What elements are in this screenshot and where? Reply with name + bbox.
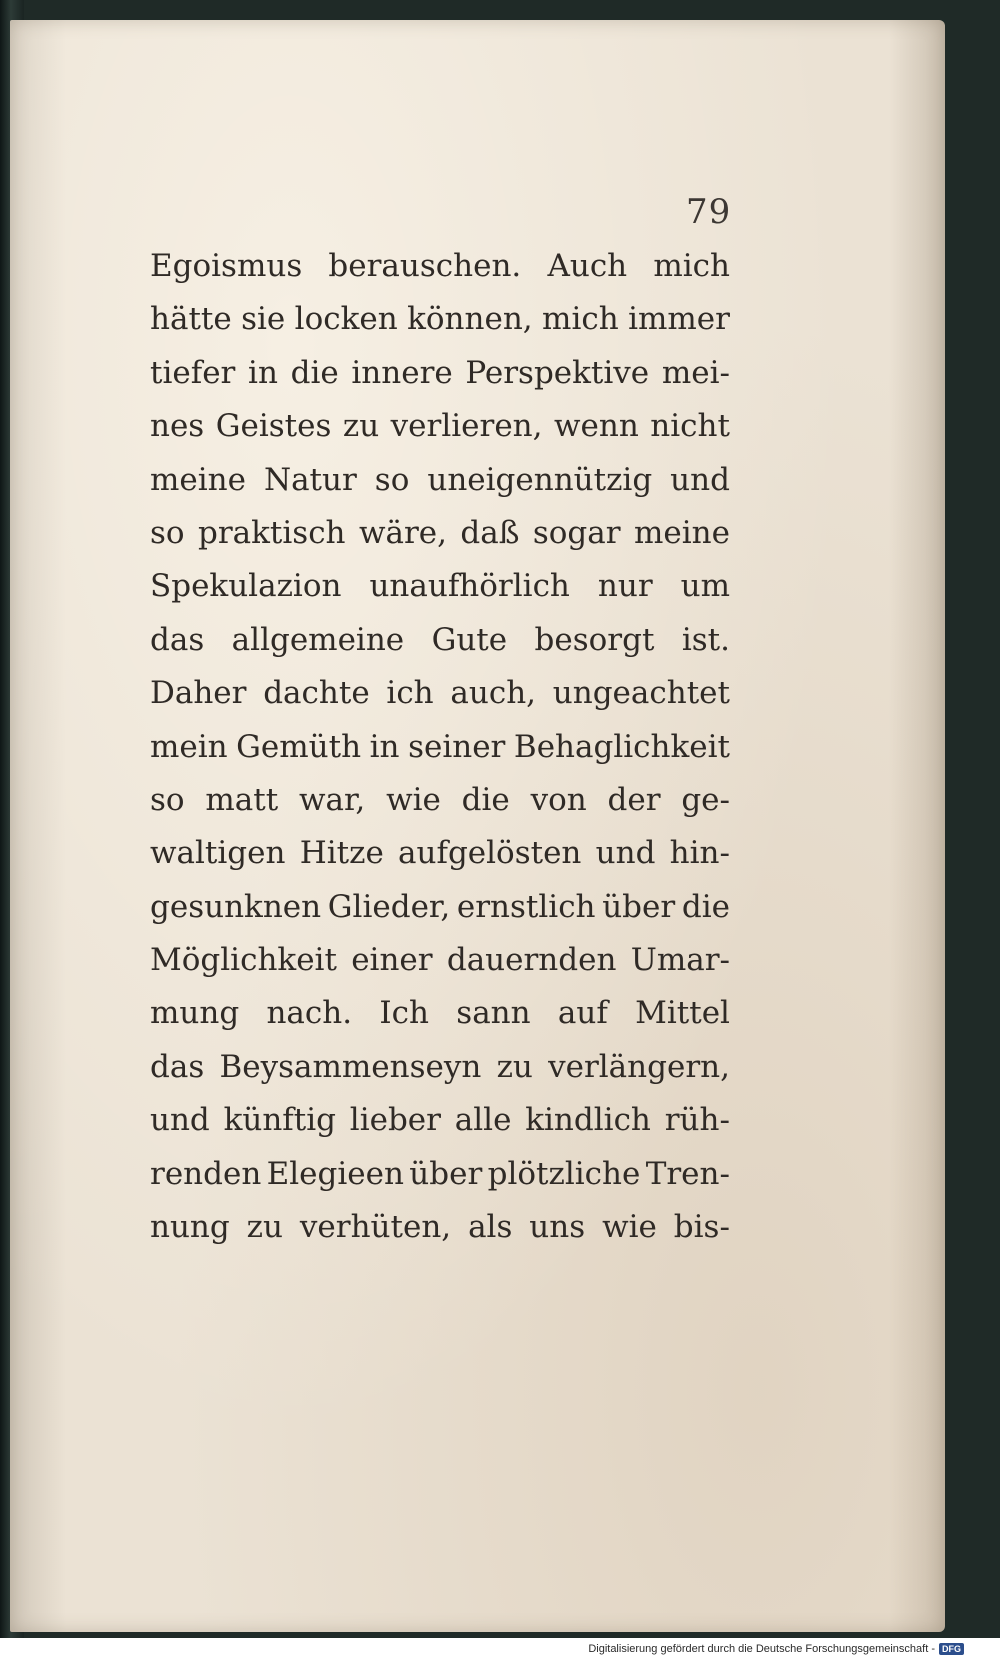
word: meine [150, 461, 246, 498]
word: allgemeine [231, 621, 405, 658]
word: sann [456, 995, 531, 1032]
word: zu [496, 1048, 533, 1085]
word: dachte [263, 675, 370, 712]
dfg-logo-icon: DFG [939, 1643, 964, 1655]
word: hätte [150, 301, 232, 338]
word: tiefer [150, 354, 236, 391]
word: locken [294, 301, 398, 338]
text-line [150, 782, 730, 835]
word: ich [386, 675, 434, 712]
word: und [150, 1102, 210, 1139]
word: in [369, 728, 400, 765]
word: Auch [547, 248, 628, 284]
word: seiner [408, 728, 506, 765]
word: können, [407, 301, 533, 338]
word: Möglichkeit [150, 942, 337, 979]
text-line [150, 622, 730, 675]
body-text [150, 248, 730, 1262]
word: nung [150, 1209, 230, 1246]
footer-credit [588, 1638, 964, 1659]
text-line [150, 408, 730, 461]
text-line [150, 1049, 730, 1102]
word: alle [454, 1102, 512, 1139]
word: verlieren, [390, 408, 543, 445]
word: praktisch [197, 514, 346, 551]
text-line [150, 675, 730, 728]
book-page [10, 20, 945, 1632]
word: Ich [379, 995, 429, 1032]
word: von [530, 781, 587, 818]
word: und [595, 835, 656, 872]
text-line [150, 995, 730, 1048]
word: plötzliche [487, 1155, 641, 1192]
word: die [461, 781, 510, 818]
word: matt [205, 781, 279, 818]
word: nes [150, 408, 205, 445]
word: bis- [673, 1209, 730, 1246]
word: Tren- [645, 1155, 730, 1192]
word: als [468, 1209, 513, 1246]
word: das [150, 621, 205, 658]
text-line [150, 1102, 730, 1155]
word: auf [557, 995, 608, 1032]
word: so [150, 781, 185, 818]
word: ungeachtet [552, 675, 730, 712]
word: ge- [681, 781, 730, 818]
word: daß [460, 514, 520, 551]
word: meine [633, 514, 730, 551]
word: nach. [266, 995, 353, 1032]
word: so [150, 514, 185, 551]
word: Geistes [215, 408, 332, 445]
word: mei- [661, 354, 730, 391]
word: so [374, 461, 410, 498]
word: auch, [450, 675, 537, 712]
word: lieber [349, 1102, 441, 1139]
word: innere [351, 354, 453, 391]
text-line [150, 1156, 730, 1209]
text-line [150, 568, 730, 621]
word: berauschen. [328, 248, 522, 284]
word: die [681, 888, 730, 925]
word: Gute [431, 621, 508, 658]
word: mich [542, 301, 619, 338]
word: künftig [223, 1102, 336, 1139]
word: uns [529, 1209, 586, 1246]
text-line [150, 835, 730, 888]
word: der [607, 781, 661, 818]
word: Egoismus [150, 248, 303, 284]
word: um [680, 568, 730, 605]
word: unaufhörlich [369, 568, 570, 605]
text-line [150, 355, 730, 408]
word: ist. [681, 621, 730, 658]
text-line [150, 301, 730, 354]
word: Spekulazion [150, 568, 342, 605]
word: sie [241, 301, 286, 338]
word: war, [298, 781, 366, 818]
word: mung [150, 995, 240, 1032]
text-line [150, 248, 730, 301]
footer-credit-text: Digitalisierung gefördert durch die Deutsche Forschungsgemeinschaft - [588, 1642, 935, 1655]
word: wie [386, 781, 441, 818]
word: nur [597, 568, 653, 605]
word: Gemüth [236, 728, 362, 765]
text-line [150, 942, 730, 995]
word: wie [602, 1209, 657, 1246]
word: Elegieen [266, 1155, 404, 1192]
word: Glieder, [327, 888, 451, 925]
text-line [150, 729, 730, 782]
word: waltigen [150, 835, 286, 872]
text-line [150, 462, 730, 515]
word: Hitze [299, 835, 384, 872]
word: mein [150, 728, 228, 765]
word: Daher [150, 675, 247, 712]
word: zu [246, 1209, 283, 1246]
word: wenn [553, 408, 639, 445]
word: die [290, 354, 339, 391]
word: und [670, 461, 730, 498]
word: mich [653, 248, 730, 284]
word: verlängern, [548, 1048, 730, 1085]
word: verhüten, [299, 1209, 452, 1246]
text-line [150, 1209, 730, 1262]
word: in [248, 354, 278, 391]
word: Behaglichkeit [513, 728, 730, 765]
word: renden [150, 1155, 262, 1192]
word: Natur [263, 461, 357, 498]
word: besorgt [534, 621, 655, 658]
word: immer [628, 301, 730, 338]
word: Mittel [635, 995, 730, 1032]
word: nicht [650, 408, 730, 445]
word: über [409, 1155, 483, 1192]
word: aufgelösten [398, 835, 582, 872]
word: zu [342, 408, 380, 445]
word: das [150, 1048, 205, 1085]
word: kindlich [525, 1102, 651, 1139]
text-line [150, 889, 730, 942]
word: gesunknen [150, 888, 322, 925]
word: Perspektive [465, 354, 650, 391]
word: wäre, [358, 514, 447, 551]
word: sogar [532, 514, 621, 551]
word: ernstlich [456, 888, 596, 925]
word: rüh- [664, 1102, 730, 1139]
word: uneigennützig [427, 461, 653, 498]
text-line [150, 515, 730, 568]
word: hin- [669, 835, 730, 872]
word: Beysammenseyn [219, 1048, 482, 1085]
word: über [602, 888, 676, 925]
word: Umar- [630, 942, 730, 979]
page-number: 79 [686, 192, 732, 232]
word: dauernden [446, 942, 617, 979]
word: einer [351, 942, 433, 979]
